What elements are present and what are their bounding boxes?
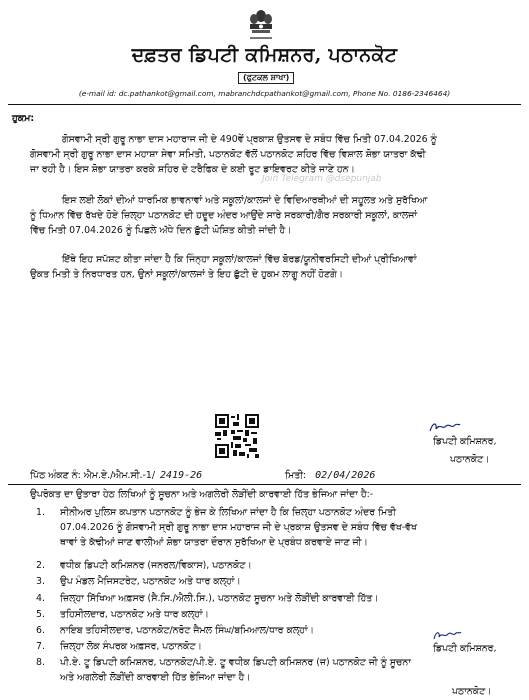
list-item: 7. ਜ਼ਿਲ੍ਹਾ ਲੋਕ ਸੰਪਰਕ ਅਫ਼ਸਰ, ਪਠਾਨਕੋਟ। <box>36 641 202 652</box>
paragraph-line: ਗੋਸਵਾਮੀ ਸ੍ਰੀ ਗੁਰੂ ਨਾਭਾ ਦਾਸ ਮਹਾਰਾਜ ਜੀ ਦੇ 490ਵੇਂ ਪ੍ਰਕਾਸ਼ ਉਤਸਵ ਦੇ ਸਬੰਧ ਵਿੱਚ ਮਿਤੀ 07.04.2026 ਨੂੰ <box>62 134 437 145</box>
telegram-watermark: Join Telegram @dsepunjab <box>262 174 382 184</box>
list-item: 3. ਉਪ ਮੰਡਲ ਮੈਜਿਸਟਰੇਟ, ਪਠਾਨਕੋਟ ਅਤੇ ਧਾਰ ਕਲ੍ਹਾਂ। <box>36 576 241 587</box>
endorsement-label: ਪਿੱਠ ਅੰਕਣ ਨੰ: ਐਮ.ਏ./ਐਮ.ਸੀ.-1/ <box>30 470 156 481</box>
paragraph-1 <box>30 132 437 177</box>
signature-scribble <box>432 629 462 641</box>
signatory-place: ਪਠਾਨਕੋਟ। <box>450 454 490 465</box>
qr-code-icon <box>215 414 259 458</box>
date-value: 02/04/2026 <box>315 470 376 481</box>
date-label: ਮਿਤੀ: <box>285 470 307 481</box>
paragraph-line: ਉਕਤ ਮਿਤੀ ਤੇ ਨਿਰਧਾਰਤ ਹਨ, ਉਨਾਂ ਸਕੂਲਾਂ/ਕਾਲਜਾਂ ਤੇ ਇਹ ਛੁੱਟੀ ਦੇ ਹੁਕਮ ਲਾਗੂ ਨਹੀਂ ਹੋਣਗੇ। <box>30 269 343 280</box>
contact-line: (e-mail id: dc.pathankot@gmail.com, mabranchdcpathankot@gmail.com, Phone No. 0186-2346464) <box>78 89 451 98</box>
office-title: ਦਫ਼ਤਰ ਡਿਪਟੀ ਕਮਿਸ਼ਨਰ, ਪਠਾਨਕੋਟ <box>131 44 398 66</box>
list-item: 6. ਨਾਇਬ ਤਹਿਸੀਲਦਾਰ, ਪਠਾਨਕੋਟ/ਨਰੋਟ ਜੈਮਲ ਸਿੰਘ/ਬਮਿਆਲ/ਧਾਰ ਕਲ੍ਹਾਂ। <box>36 625 314 636</box>
list-item: 4. ਜ਼ਿਲ੍ਹਾ ਸਿੱਖਿਆ ਅਫ਼ਸਰ (ਸੈ.ਸਿ./ਐਲੀ.ਸਿ.), ਪਠਾਨਕੋਟ ਸੂਚਨਾ ਅਤੇ ਲੋੜੀਂਦੀ ਕਾਰਵਾਈ ਹਿੱਤ। <box>36 593 379 604</box>
list-item: 8. ਪੀ.ਏ. ਟੂ ਡਿਪਟੀ ਕਮਿਸ਼ਨਰ, ਪਠਾਨਕੋਟ/ਪੀ.ਏ. ਟੂ ਵਧੀਕ ਡਿਪਟੀ ਕਮਿਸ਼ਨਰ (ਜ) ਪਠਾਨਕੋਟ ਜੀ ਨੂੰ ਸੂਚਨਾ <box>36 657 411 668</box>
state-emblem-icon <box>244 8 278 44</box>
paragraph-2 <box>30 193 427 238</box>
paragraph-line: ਵਿੱਚ ਮਿਤੀ 07.04.2026 ਨੂੰ ਪਿਛਲੇ ਅੱਧੇ ਦਿਨ ਛੁੱਟੀ ਘੋਸ਼ਿਤ ਕੀਤੀ ਜਾਂਦੀ ਹੈ। <box>30 225 292 236</box>
endorsement-number: 2419-26 <box>160 470 203 481</box>
paragraph-line: ਗੋਸਵਾਮੀ ਸ੍ਰੀ ਗੁਰੂ ਨਾਭਾ ਦਾਸ ਮਹਾਸ਼ਾ ਸੇਵਾ ਸਮਿਤੀ, ਪਠਾਨਕੋਟ ਵੱਲੋਂ ਪਠਾਨਕੋਟ ਸ਼ਹਿਰ ਵਿੱਚ ਵਿਸ਼ਾਲ ਸ਼ੋਭਾ ਯਾਤਰਾ ਕੱਢੀ <box>30 149 426 160</box>
signatory-place: ਪਠਾਨਕੋਟ। <box>452 686 492 697</box>
paragraph-line: ਇੱਥੇ ਇਹ ਸਪੱਸ਼ਟ ਕੀਤਾ ਜਾਂਦਾ ਹੈ ਕਿ ਜਿੰਨ੍ਹਾ ਸਕੂਲਾਂ/ਕਾਲਜਾਂ ਵਿੱਚ ਬੋਰਡ/ਯੂਨੀਵਰਸਿਟੀ ਦੀਆਂ ਪ੍ਰੀਖਿਆਵਾਂ <box>62 254 417 265</box>
list-item: 2. ਵਧੀਕ ਡਿਪਟੀ ਕਮਿਸ਼ਨਰ (ਜਨਰਲ/ਵਿਕਾਸ), ਪਠਾਨਕੋਟ। <box>36 560 252 571</box>
list-item-continuation: ਅਤੇ ਅਗਲੇਰੀ ਲੋੜੀਂਦੀ ਕਾਰਵਾਈ ਹਿੱਤ ਭੇਜਿਆ ਜਾਂਦਾ ਹੈ। <box>60 672 251 683</box>
branch-label: (ਫੁਟਕਲ ਸ਼ਾਖਾ) <box>238 72 294 84</box>
list-item: 1. ਸੀਨੀਅਰ ਪੁਲਿਸ ਕਪਤਾਨ ਪਠਾਨਕੋਟ ਨੂੰ ਭੇਜ ਕੇ ਲਿਖਿਆ ਜਾਂਦਾ ਹੈ ਕਿ ਜ਼ਿਲ੍ਹਾ ਪਠਾਨਕੋਟ ਅੰਦਰ ਮਿਤੀ <box>36 507 396 518</box>
paragraph-line: ਨੂੰ ਧਿਆਨ ਵਿੱਚ ਰੱਖਦੇ ਹੋਏ ਜ਼ਿਲ੍ਹਾ ਪਠਾਨਕੋਟ ਦੀ ਹਦੂਦ ਅੰਦਰ ਆਉਂਦੇ ਸਾਰੇ ਸਰਕਾਰੀ/ਗੈਰ ਸਰਕਾਰੀ ਸਕੂਲਾਂ, ਕਾਲਜਾਂ <box>30 210 418 221</box>
endorsement-intro: ਉਪਰੋਕਤ ਦਾ ਉਤਾਰਾ ਹੇਠ ਲਿਖਿਆਂ ਨੂੰ ਸੂਚਨਾ ਅਤੇ ਅਗਲੇਰੀ ਲੋੜੀਂਦੀ ਕਾਰਵਾਈ ਹਿੱਤ ਭੇਜਿਆ ਜਾਂਦਾ ਹੈ:- <box>30 489 374 500</box>
signatory-designation: ਡਿਪਟੀ ਕਮਿਸ਼ਨਰ, <box>433 643 497 654</box>
list-item-continuation: 07.04.2026 ਨੂੰ ਗੋਸਵਾਮੀ ਸ੍ਰੀ ਗੁਰੂ ਨਾਭਾ ਦਾਸ ਮਹਾਰਾਜ ਜੀ ਦੇ ਪ੍ਰਕਾਸ਼ ਉਤਸਵ ਦੇ ਸਬੰਧ ਵਿੱਚ ਵੱਖ-ਵੱਖ <box>60 522 417 533</box>
paragraph-line: ਇਸ ਲਈ ਲੋਕਾਂ ਦੀਆਂ ਧਾਰਮਿਕ ਭਾਵਨਾਵਾਂ ਅਤੇ ਸਕੂਲਾਂ/ਕਾਲਜਾਂ ਦੇ ਵਿਦਿਆਰਥੀਆਂ ਦੀ ਸਹੂਲਤ ਅਤੇ ਸੁਰੱਖਿਆ <box>62 195 428 206</box>
list-item: 5. ਤਹਿਸੀਲਦਾਰ, ਪਠਾਨਕੋਟ ਅਤੇ ਧਾਰ ਕਲ੍ਹਾਂ। <box>36 609 209 620</box>
list-item-continuation: ਥਾਵਾਂ ਤੇ ਕੱਢੀਆਂ ਜਾਣ ਵਾਲੀਆਂ ਸ਼ੋਭਾ ਯਾਤਰਾ ਦੌਰਾਨ ਸੁਰੱਖਿਆ ਦੇ ਪ੍ਰਬੰਧ ਕਰਵਾਏ ਜਾਣ ਜੀ। <box>60 537 368 548</box>
order-heading: ਹੁਕਮ: <box>12 113 35 124</box>
paragraph-line: ਜਾ ਰਹੀ ਹੈ। ਇਸ ਸ਼ੋਭਾ ਯਾਤਰਾ ਕਰਕੇ ਸ਼ਹਿਰ ਦੇ ਟਰੈਫਿਕ ਦੇ ਕਈ ਰੂਟ ਡਾਇਵਰਟ ਕੀਤੇ ਜਾਣੇ ਹਨ। <box>30 164 355 175</box>
paragraph-3 <box>30 252 417 282</box>
endorsement-line <box>30 469 202 483</box>
endorsement-date <box>285 469 375 483</box>
signatory-designation: ਡਿਪਟੀ ਕਮਿਸ਼ਨਰ, <box>433 436 497 447</box>
signature-scribble <box>428 420 462 434</box>
endorsement-divider <box>8 484 521 485</box>
header-divider <box>8 104 521 105</box>
